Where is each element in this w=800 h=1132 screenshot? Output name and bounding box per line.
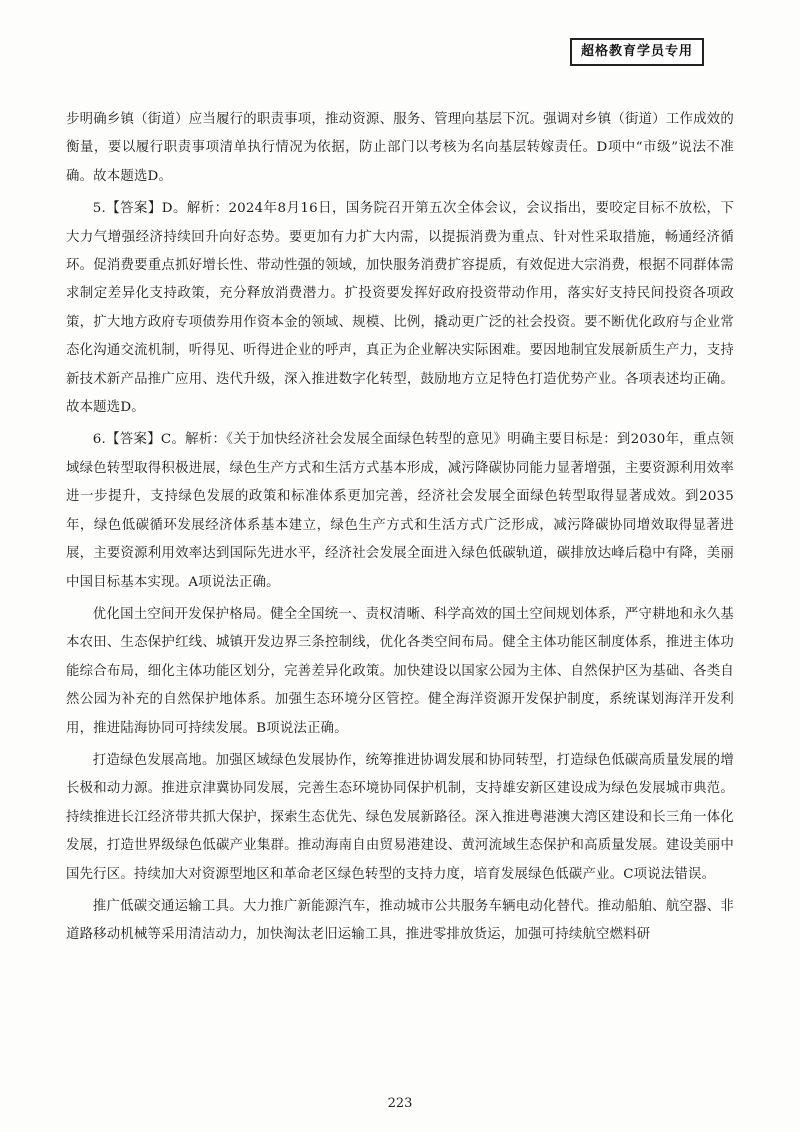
paragraph-continuation: 步明确乡镇（街道）应当履行的职责事项，推动资源、服务、管理向基层下沉。强调对乡镇（街道）工作成效的衡量，要以履行职责事项清单执行情况为依据，防止部门以考核为名向基层转嫁责任。D项中“市级”说法不准确。故本题选D。 (66, 112, 734, 184)
paragraph-option-d-start: 推广低碳交通运输工具。大力推广新能源汽车，推动城市公共服务车辆电动化替代。推动船舶、航空器、非道路移动机械等采用清洁动力，加快淘汰老旧运输工具，推进零排放货运，加强可持续航空燃料研 (66, 898, 734, 943)
document-body (66, 106, 734, 954)
paragraph-option-c: 打造绿色发展高地。加强区域绿色发展协作，统筹推进协调发展和协同转型，打造绿色低碳高质量发展的增长极和动力源。推进京津冀协同发展，完善生态环境协同保护机制，支持雄安新区建设成为绿色发展城市典范。持续推进长江经济带共抓大保护，探索生态优先、绿色发展新路径。深入推进粤港澳大湾区建设和长三角一体化发展，打造世界级绿色低碳产业集群。推动海南自由贸易港建设、黄河流域生态保护和高质量发展。建设美丽中国先行区。持续加大对资源型地区和革命老区绿色转型的支持力度，培育发展绿色低碳产业。C项说法错误。 (66, 752, 734, 882)
paragraph-answer-5: 5.【答案】D。解析：2024年8月16日，国务院召开第五次全体会议，会议指出，要咬定目标不放松，下大力气增强经济持续回升向好态势。要更加有力扩大内需，以提振消费为重点、针对性采取措施，畅通经济循环。促消费要重点抓好增长性、带动性强的领域，加快服务消费扩容提质，有效促进大宗消费，根据不同群体需求制定差异化支持政策，充分释放消费潜力。扩投资要发挥好政府投资带动作用，落实好支持民间投资各项政策，扩大地方政府专项债券用作资本金的领域、规模、比例，撬动更广泛的社会投资。要不断优化政府与企业常态化沟通交流机制，听得见、听得进企业的呼声，真正为企业解决实际困难。要因地制宜发展新质生产力，支持新技术新产品推广应用、迭代升级，深入推进数字化转型，鼓励地方立足特色打造优势产业。各项表述均正确。故本题选D。 (66, 201, 734, 416)
paragraph-option-b: 优化国土空间开发保护格局。健全全国统一、责权清晰、科学高效的国土空间规划体系，严守耕地和永久基本农田、生态保护红线、城镇开发边界三条控制线，优化各类空间布局。健全主体功能区制度体系，推进主体功能综合布局，细化主体功能区划分，完善差异化政策。加快建设以国家公园为主体、自然保护区为基础、各类自然公园为补充的自然保护地体系。加强生态环境分区管控。健全海洋资源开发保护制度，系统谋划海洋开发利用，推进陆海协同可持续发展。B项说法正确。 (66, 606, 734, 736)
header-badge: 超格教育学员专用 (570, 38, 704, 66)
paragraph-answer-6: 6.【答案】C。解析：《关于加快经济社会发展全面绿色转型的意见》明确主要目标是：到2030年，重点领域绿色转型取得积极进展，绿色生产方式和生活方式基本形成，减污降碳协同能力显著增强，主要资源利用效率进一步提升，支持绿色发展的政策和标准体系更加完善，经济社会发展全面绿色转型取得显著成效。到2035年，绿色低碳循环发展经济体系基本建立，绿色生产方式和生活方式广泛形成，减污降碳协同增效取得显著进展，主要资源利用效率达到国际先进水平，经济社会发展全面进入绿色低碳轨道，碳排放达峰后稳中有降，美丽中国目标基本实现。A项说法正确。 (66, 432, 734, 590)
page-number: 223 (387, 1096, 413, 1111)
